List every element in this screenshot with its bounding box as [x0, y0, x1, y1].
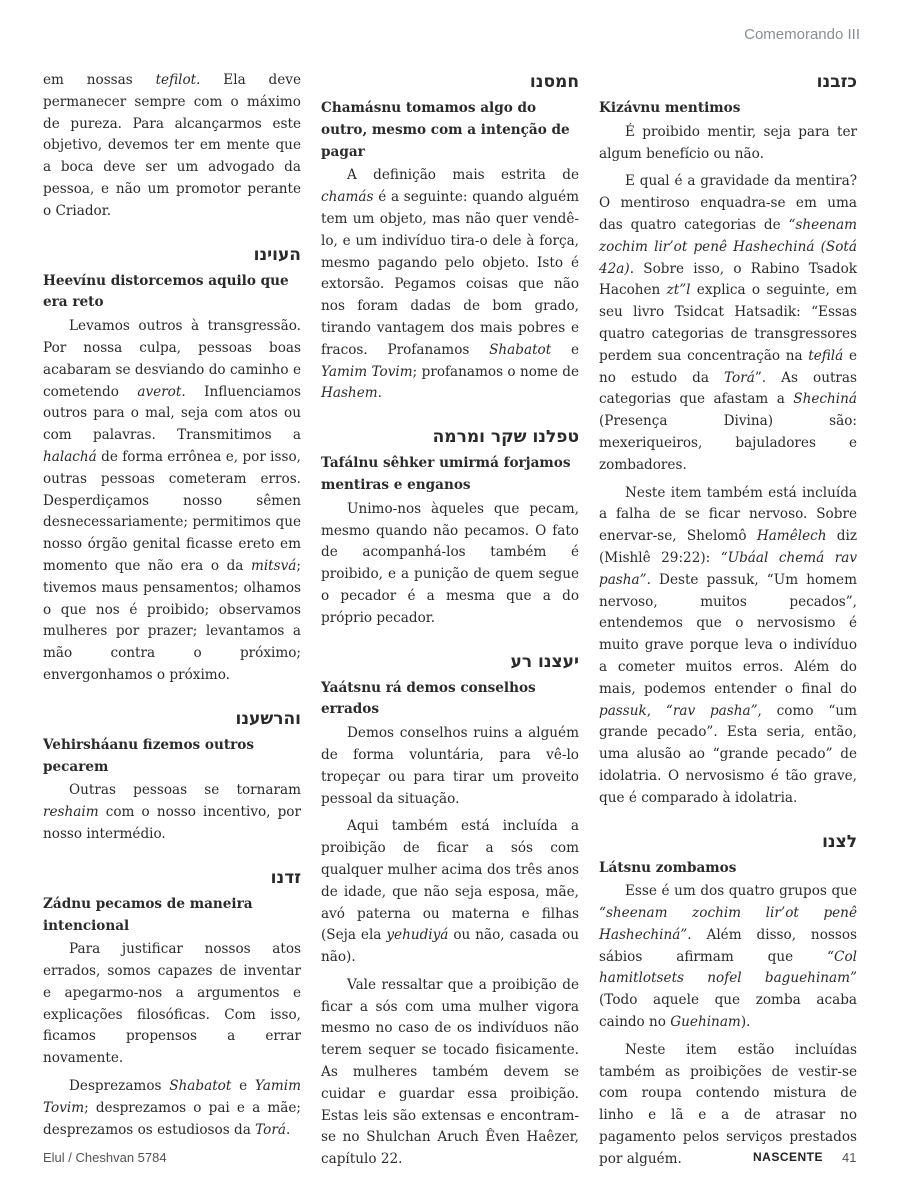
hebrew-heading: והרשענו: [235, 708, 301, 729]
section-subheading: Heevínu distorcemos aquilo que era reto: [43, 272, 289, 311]
section-zadnu: [43, 866, 301, 1142]
paragraph: Outras pessoas se tornaram reshaim com o nosso incentivo, por nosso intermédio.: [43, 782, 301, 842]
paragraph: em nossas tefilot. Ela deve permanecer sempre com o máximo de pureza. Para alcançarmos este objetivo, devemos ter em mente que a boca deve ser um advogado da pessoa, e não um promotor perante o Criador.: [43, 72, 301, 219]
running-header: Comemorando III: [744, 26, 860, 43]
paragraph: Neste item também está incluída a falha de se ficar nervoso. Sobre enervar-se, Shelomô Hamêlech diz (Mishlê 29:22): “Ubáal chemá rav pasha”. Deste passuk, “Um homem nervoso, muitos pecados”, entendemos que o nervosismo é muito grave porque leva o indivíduo a cometer muitos erros. Além do mais, podemos entender o final do passuk, “rav pasha”, como “um grande pecado”. Esta seria, então, uma alusão ao “grande pecado” de idolatria. O nervosismo é tão grave, que é comparado à idolatria.: [599, 484, 857, 806]
page-number: 41: [842, 1150, 857, 1165]
section-intro: [43, 70, 301, 223]
section-heevinu: [43, 243, 301, 687]
paragraph: A definição mais estrita de chamás é a seguinte: quando alguém tem um objeto, mas não quer vendê-lo, e um indivíduo tira-o dele à força, mesmo pagando pelo objeto. Isto é extorsão. Pegamos coisas que não nos foram dadas de bom grado, tirando vantagem dos mais pobres e fracos. Profanamos Shabatot e Yamim Tovim; profanamos o nome de Hashem.: [321, 167, 579, 402]
paragraph: Esse é um dos quatro grupos que “sheenam zochim lir’ot penê Hashechiná”. Além disso, nossos sábios afirmam que “Col hamitlotsets nofel baguehinam” (Todo aquele que zomba acaba caindo no Guehinam).: [599, 883, 857, 1031]
section-latsnu: [599, 830, 857, 1171]
hebrew-heading: העוינו: [253, 244, 301, 265]
paragraph: É proibido mentir, seja para ter algum benefício ou não.: [599, 123, 857, 162]
column-3: [599, 70, 857, 1177]
paragraph: Aqui também está incluída a proibição de ficar a sós com qualquer mulher acima dos três anos de idade, que não seja esposa, mãe, avó paterna ou materna e filhas (Seja ela yehudiyá ou não, casada ou não).: [321, 818, 579, 966]
paragraph: Unimo-nos àqueles que pecam, mesmo quando não pecamos. O fato de acompanhá-los também é proibido, e a punição de quem segue o pecador é a mesma que a do próprio pecador.: [321, 500, 579, 626]
magazine-logo: NASCENTE: [753, 1150, 824, 1164]
section-tafalnu: [321, 425, 579, 629]
hebrew-heading: לצנו: [822, 831, 857, 852]
section-yaatsnu: [321, 650, 579, 1172]
section-subheading: Chamásnu tomamos algo do outro, mesmo com a intenção de pagar: [321, 100, 570, 160]
section-subheading: Kizávnu mentimos: [599, 100, 741, 116]
section-subheading: Tafálnu sêhker umirmá forjamos mentiras e enganos: [321, 455, 571, 493]
section-subheading: Látsnu zombamos: [599, 859, 737, 876]
paragraph: Desprezamos Shabatot e Yamim Tovim; desprezamos o pai e a mãe; desprezamos os estudiosos da Torá.: [43, 1078, 302, 1138]
hebrew-heading: טפלנו שקר ומרמה: [432, 427, 579, 448]
section-subheading: Zádnu pecamos de maneira intencional: [43, 895, 253, 934]
section-subheading: Yaátsnu rá demos conselhos errados: [321, 679, 536, 718]
paragraph: Levamos outros à transgressão. Por nossa culpa, pessoas boas acabaram se desviando do caminho e cometendo averot. Influenciamos outros para o mal, seja com atos ou com palavras. Transmitimos a halachá de forma errônea e, por isso, outras pessoas cometeram erros. Desperdiçamos nosso sêmen desnecessariamente; permitimos que nosso órgão genital ficasse ereto em momento que não era o da mitsvá; tivemos maus pensamentos; olhamos o que nos é proibido; observamos mulheres por prazer; levantamos a mão contra o próximo; envergonhamos o próximo.: [43, 318, 301, 683]
paragraph: Para justificar nossos atos errados, somos capazes de inventar e apegarmo-nos a argumentos e explicações filosóficas. Com isso, ficamos propensos a errar novamente.: [43, 941, 301, 1067]
hebrew-heading: חמסנו: [529, 72, 579, 92]
section-subheading: Vehirsháanu fizemos outros pecarem: [43, 736, 255, 775]
paragraph: E qual é a gravidade da mentira? O mentiroso enquadra-se em uma das quatro categorias de “sheenam zochim lir’ot penê Hashechiná (Sotá 42a). Sobre isso, o Rabino Tsadok Hacohen zt”l explica o seguinte, em seu livro Tsidcat Hatsadik: “Essas quatro categorias de transgressores perdem sua concentração na tefilá e no estudo da Torá”. As outras categorias que afastam a Shechiná (Presença Divina) são: mexeriqueiros, bajuladores e zombadores.: [599, 173, 857, 473]
paragraph: Demos conselhos ruins a alguém de forma voluntária, para vê-lo tropeçar ou para tirar um proveito pessoal da situação.: [321, 725, 579, 807]
section-kizavnu: [599, 70, 857, 810]
section-vehirshanu: [43, 707, 301, 846]
column-2: [321, 70, 579, 1177]
hebrew-heading: יעצנו רע: [510, 651, 579, 672]
paragraph: Vale ressaltar que a proibição de ficar a sós com uma mulher vigora mesmo no caso de os indivíduos não terem sequer se tocado fisicamente. As mulheres também devem se cuidar e guardar essa proibição. Estas leis são extensas e encontram-se no Shulchan Aruch Êven Haêzer, capítulo 22.: [321, 976, 579, 1168]
footer-date: Elul / Cheshvan 5784: [43, 1150, 167, 1165]
column-1: [43, 70, 301, 1147]
hebrew-heading: כזבנו: [816, 72, 857, 92]
hebrew-heading: זדנו: [270, 867, 301, 888]
paragraph: Neste item estão incluídas também as proibições de vestir-se com roupa contendo mistura de linho e lã e a de atrasar no pagamento pelos serviços prestados por alguém.: [599, 1041, 857, 1167]
section-chamasnu: [321, 70, 579, 405]
